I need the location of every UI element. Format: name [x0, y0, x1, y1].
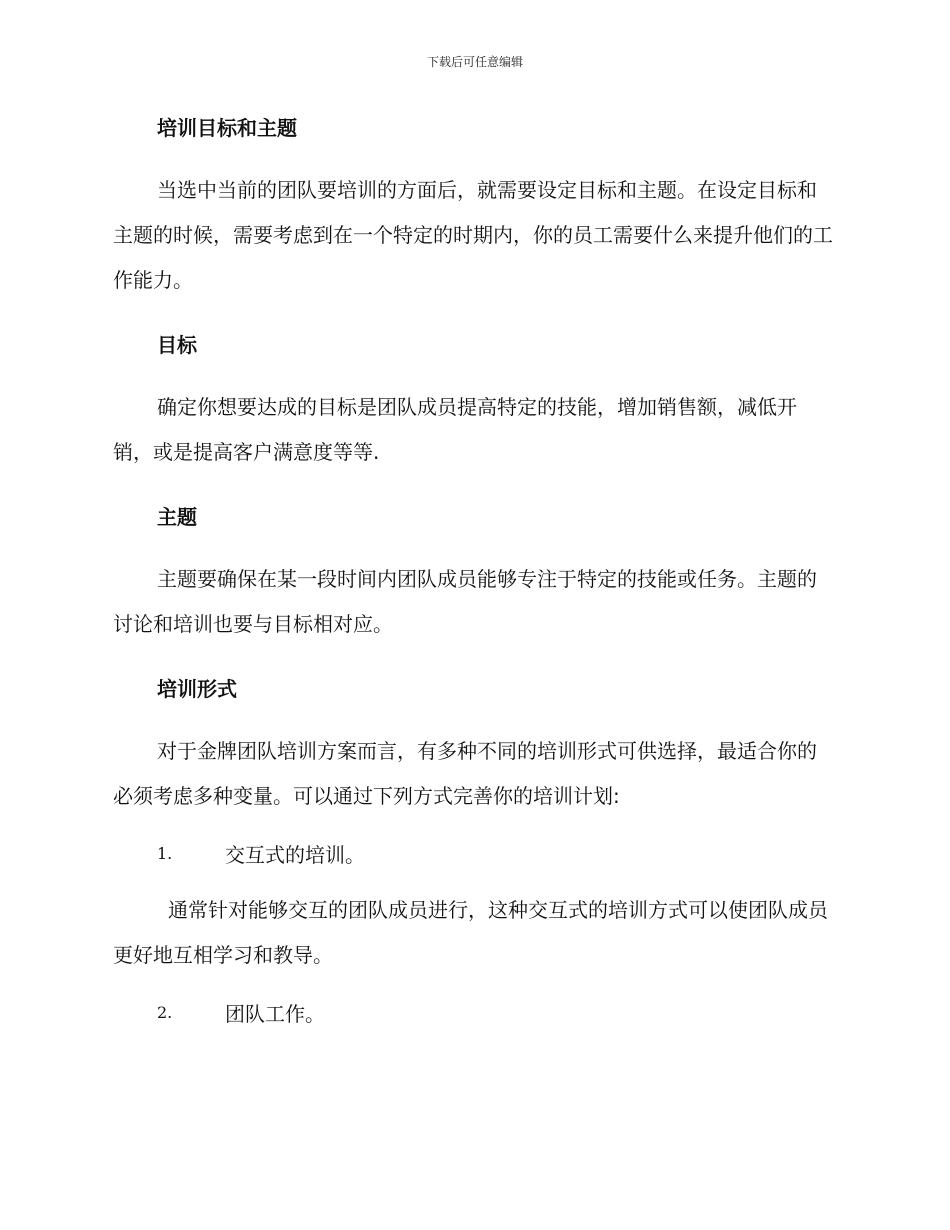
list-item-text: 交互式的培训。: [225, 843, 365, 867]
page-header-note: 下载后可任意编辑: [426, 55, 523, 69]
list-item-text: 团队工作。: [225, 1002, 325, 1026]
list-number: 2.: [157, 1003, 173, 1022]
paragraph-training-forms: 对于金牌团队培训方案而言，有多种不同的培训形式可供选择，最适合你的必须考虑多种变量。可以通过下列方式完善你的培训计划:: [113, 739, 817, 808]
section-heading-training-goals: 培训目标和主题: [157, 116, 297, 140]
paragraph-themes: 主题要确保在某一段时间内团队成员能够专注于特定的技能或任务。主题的讨论和培训也要与目标相对应。: [113, 567, 817, 636]
section-heading-themes: 主题: [157, 505, 197, 529]
list-item-2: [113, 990, 833, 1035]
list-number: 1.: [157, 844, 173, 863]
section-heading-goals: 目标: [157, 333, 197, 357]
list-item-1: [113, 831, 833, 876]
paragraph-training-goals: 当选中当前的团队要培训的方面后，就需要设定目标和主题。在设定目标和主题的时候，需要考虑到在一个特定的时期内，你的员工需要什么来提升他们的工作能力。: [113, 178, 833, 292]
paragraph-interactive-training: 通常针对能够交互的团队成员进行，这种交互式的培训方式可以使团队成员更好地互相学习和教导。: [113, 898, 828, 967]
section-heading-training-forms: 培训形式: [157, 677, 237, 701]
paragraph-goals: 确定你想要达成的目标是团队成员提高特定的技能，增加销售额，减低开销，或是提高客户满意度等等.: [113, 395, 797, 464]
document-body: [113, 112, 833, 1035]
